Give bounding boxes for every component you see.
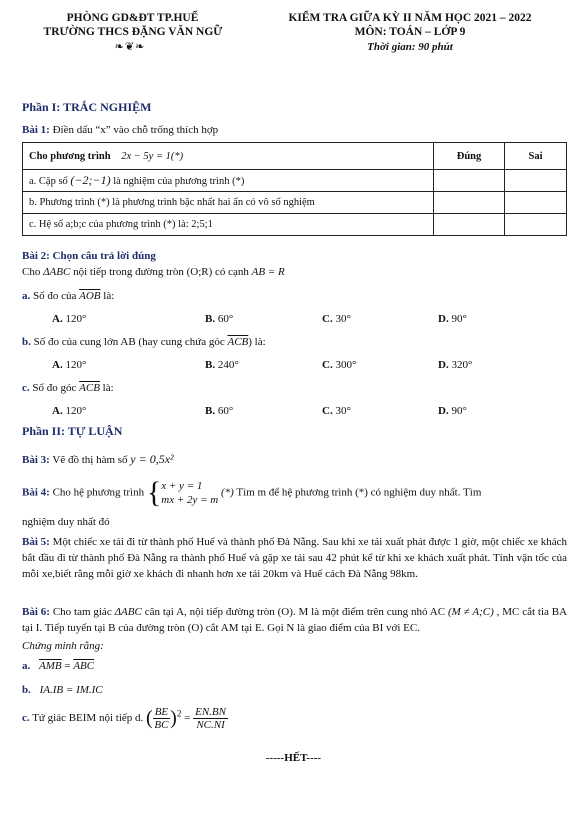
bai2-label: Bài 2: Chọn câu trả lời đúng: [22, 250, 156, 262]
answer-cell-true-c[interactable]: [434, 214, 505, 236]
proof-a: a. $\overline{AMB} = \overline{ABC}$: [22, 660, 95, 672]
bai5: Bài 5: Một chiếc xe tải đi từ thành phố Huế và thành phố Đà Nẵng. Sau khi xe tải xuất phát được 1 giờ, một chiếc xe khách bắt đầu đi từ thành phố Đà Nẵng ra thành phố Huế và gặp xe tải sau 42 phút kể từ khi xe khách xuất phát. Tính vận tốc của mỗi xe,biết rằng mỗi giờ xe khách đi nhanh hơn xe tải 20km và Huế cách Đà Nẵng 98km.: [22, 536, 568, 580]
ornament-icon: ❧❦❧: [114, 41, 146, 53]
bai2-intro: Cho ΔABC nội tiếp trong đường tròn (O;R) có cạnh AB = R: [22, 266, 285, 278]
function-equation: y = 0,5x²: [130, 452, 174, 466]
answer-cell-false-c[interactable]: [505, 214, 567, 236]
statement-c: c. Hệ số a;b;c của phương trình (*) là: 2;5;1: [23, 214, 434, 236]
table-row: [23, 214, 567, 236]
system-brace-icon: {: [146, 476, 162, 509]
answer-cell-false-a[interactable]: [505, 170, 567, 192]
angle-acb: $\overline{ACB}$: [79, 382, 100, 394]
true-false-table: [22, 142, 567, 236]
proof-b: b. IA.IB = IM.IC: [22, 684, 103, 696]
school-name: TRƯỜNG THCS ĐẶNG VĂN NGỮ: [43, 26, 223, 38]
question-a: a. Số đo của $\overline{AOB}$ là:: [22, 290, 115, 302]
option-b-C[interactable]: C. 300°: [322, 359, 357, 371]
option-a-B[interactable]: B. 60°: [205, 313, 234, 325]
bai3: Bài 3: Vẽ đồ thị hàm số y = 0,5x²: [22, 452, 174, 466]
bai6: Bài 6: Cho tam giác ΔABC cân tại A, nội tiếp đường tròn (O). M là một điểm trên cung nhỏ AC (M ≠ A;C) , MC cắt tia BA tại I. Tiếp tuyến tại B của đường tròn (O) cắt AM tại E. Gọi N là giao điểm của BI với EC.: [22, 606, 568, 634]
fraction-en-bn: $\frac{EN.BN}{NC.NI}$: [195, 706, 226, 731]
end-marker: -----HẾT----: [265, 752, 322, 764]
option-a-D[interactable]: D. 90°: [438, 313, 467, 325]
option-c-A[interactable]: A. 120°: [52, 405, 87, 417]
question-b: b. Số đo của cung lớn AB (hay cung chứa góc $\overline{ACB}$) là:: [22, 336, 266, 348]
answer-cell-true-a[interactable]: [434, 170, 505, 192]
bai1-label: Bài 1:: [22, 124, 50, 136]
fraction-be-bc: $\frac{BE}{BC}$: [154, 706, 169, 731]
exam-title: KIỂM TRA GIỮA KỲ II NĂM HỌC 2021 – 2022: [288, 12, 532, 24]
arc-acb: $\overline{ACB}$: [227, 336, 249, 348]
equation-star: 2x − 5y = 1(*): [121, 150, 184, 162]
table-header-true: Đúng: [434, 143, 505, 170]
prove-label: Chứng minh rằng:: [22, 640, 104, 652]
table-header-statement: Cho phương trình 2x − 5y = 1(*): [23, 143, 434, 170]
option-b-A[interactable]: A. 120°: [52, 359, 87, 371]
arc-aob: $\overline{AOB}$: [79, 290, 101, 302]
option-c-B[interactable]: B. 60°: [205, 405, 234, 417]
part1-title: Phần I: TRẮC NGHIỆM: [22, 100, 152, 114]
option-b-B[interactable]: B. 240°: [205, 359, 239, 371]
bai1-instruction: [22, 124, 218, 136]
exam-subject: MÔN: TOÁN – LỚP 9: [354, 26, 466, 38]
option-b-D[interactable]: D. 320°: [438, 359, 473, 371]
option-a-C[interactable]: C. 30°: [322, 313, 351, 325]
statement-a: a. Cặp số (−2;−1) là nghiệm của phương trình (*): [23, 170, 434, 192]
bai1-text: Điền dấu “x” vào chỗ trống thích hợp: [52, 124, 219, 136]
answer-cell-true-b[interactable]: [434, 192, 505, 214]
answer-cell-false-b[interactable]: [505, 192, 567, 214]
proof-c: c. Tứ giác BEIM nội tiếp d. ( $\frac{BE}{BC}$ )$^2$ = $\frac{EN.BN}{NC.NI}$: [22, 706, 226, 731]
option-c-C[interactable]: C. 30°: [322, 405, 351, 417]
statement-b: b. Phương trình (*) là phương trình bậc nhất hai ẩn có vô số nghiệm: [23, 192, 434, 214]
table-header-row: [23, 143, 567, 170]
school-dept: PHÒNG GD&ĐT TP.HUẾ: [66, 12, 199, 24]
equation-system: x + y = 1 mx + 2y = m: [161, 480, 219, 506]
option-a-A[interactable]: A. 120°: [52, 313, 87, 325]
bai4-continuation: nghiệm duy nhất đó: [22, 516, 110, 528]
table-header-false: Sai: [505, 143, 567, 170]
option-c-D[interactable]: D. 90°: [438, 405, 467, 417]
bai4: Bài 4: Cho hệ phương trình { x + y = 1 mx + 2y = m (*) Tìm m để hệ phương trình (*) có nghiệm duy nhất. Tìm: [22, 476, 482, 509]
table-row: [23, 192, 567, 214]
exam-duration: Thời gian: 90 phút: [367, 41, 453, 53]
question-c: c. Số đo góc $\overline{ACB}$ là:: [22, 382, 114, 394]
part2-title: Phần II: TỰ LUẬN: [22, 424, 123, 438]
table-row: [23, 170, 567, 192]
